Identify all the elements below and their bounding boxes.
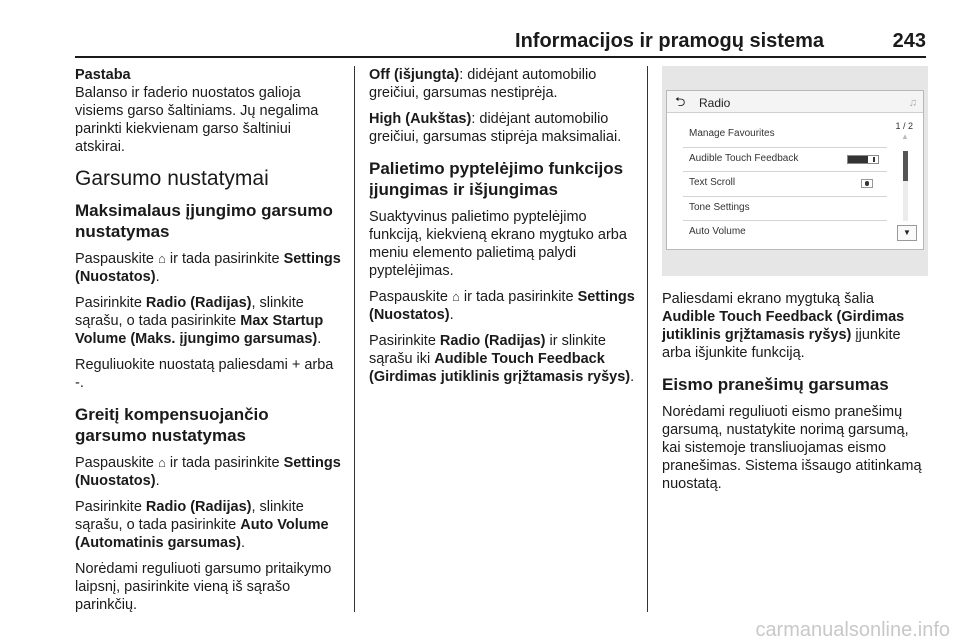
list-item-label: Auto Volume (689, 226, 746, 238)
text: ir tada pasirinkite (169, 251, 280, 267)
menu-ref: Settings (Nuostatos) (75, 251, 341, 285)
paragraph (662, 290, 928, 362)
text: : didėjant automobilio greičiui, garsumas nestiprėja. (369, 67, 597, 101)
text: : didėjant automobilio greičiui, garsumas stiprėja maksimaliai. (369, 111, 622, 145)
settings-list (683, 123, 887, 246)
text: . (630, 369, 635, 385)
screen-title: Radio (699, 96, 731, 110)
paragraph: Suaktyvinus palietimo pyptelėjimo funkciją, kiekvieną ekrano mygtuko arba meniu elemento palietimą palydi pyptelėjimas. (369, 209, 627, 279)
page-title: Informacijos ir pramogų sistema (515, 30, 824, 52)
page-number: 243 (892, 30, 926, 52)
list-item-label: Text Scroll (689, 177, 736, 189)
toggle-switch[interactable] (861, 179, 873, 188)
list-item[interactable] (683, 148, 887, 173)
page-indicator: 1 / 2 (895, 121, 913, 131)
list-item-label: Manage Favourites (689, 128, 775, 139)
option-name: Off (išjungta) (369, 67, 460, 83)
text: , slinkite sąrašu, o tada pasirinkite (75, 295, 304, 329)
text: . (317, 331, 322, 347)
paragraph: Norėdami reguliuoti eismo pranešimų garsumą, nustatykite norimą garsumą, kai sistemoje transliuojamas eismo pranešimas. Sistema išsaugo atitinkamą nuostatą. (662, 404, 922, 492)
menu-ref: Auto Volume (Automatinis garsumas) (75, 517, 329, 551)
screen-illustration (662, 66, 928, 276)
text: . (240, 535, 246, 551)
home-icon: ⌂ (158, 455, 166, 470)
list-item[interactable] (683, 197, 887, 222)
text: Paspauskite (369, 289, 448, 305)
subsection-heading: Palietimo pyptelėjimo funkcijos įjungimas ir išjungimas (369, 159, 624, 199)
text: . (449, 307, 454, 323)
page-header (75, 30, 926, 54)
list-item[interactable] (683, 221, 887, 246)
menu-ref: Radio (Radijas) (439, 333, 546, 349)
text: , slinkite sąrašu, o tada pasirinkite (75, 499, 304, 533)
menu-ref: Settings (Nuostatos) (75, 455, 341, 489)
paragraph: Reguliuokite nuostatą paliesdami + arba -. (75, 357, 334, 391)
paragraph (75, 498, 341, 552)
note-text: Balanso ir faderio nuostatos galioja visiems garso šaltiniams. Jų negalima parinkti kiekvienam garso šaltiniui atskirai. (75, 85, 319, 155)
subsection-heading: Greitį kompensuojančio garsumo nustatymas (75, 405, 269, 445)
option-name: High (Aukštas) (369, 111, 472, 127)
text: įjunkite arba išjunkite funkciją. (662, 327, 901, 361)
menu-ref: Max Startup Volume (Maks. įjungimo garsumas) (75, 313, 324, 347)
paragraph (369, 288, 635, 324)
text: Pasirinkite (75, 295, 142, 311)
text: Pasirinkite (369, 333, 436, 349)
text: ir tada pasirinkite (169, 455, 280, 471)
subsection-heading: Maksimalaus įjungimo garsumo nustatymas (75, 201, 333, 241)
column-2 (369, 66, 635, 394)
toggle-dot (865, 181, 869, 186)
menu-ref: Audible Touch Feedback (Girdimas jutiklinis grįžtamasis ryšys) (369, 351, 631, 385)
text: ir slinkite sąrašu iki (369, 333, 606, 367)
toggle-mark (873, 157, 875, 162)
paragraph (75, 454, 341, 490)
paragraph (75, 250, 341, 286)
text: ir tada pasirinkite (463, 289, 574, 305)
subsection-heading: Eismo pranešimų garsumas (662, 375, 889, 394)
section-heading: Garsumo nustatymai (75, 167, 269, 190)
column-divider (354, 66, 355, 612)
back-arrow-icon[interactable]: ⮌ (675, 94, 686, 109)
text: . (155, 473, 160, 489)
list-item-label: Audible Touch Feedback (689, 152, 799, 164)
note-title: Pastaba (75, 67, 131, 83)
home-icon: ⌂ (158, 251, 166, 266)
paragraph (75, 294, 341, 348)
radio-settings-screen (666, 90, 924, 250)
list-item[interactable] (683, 123, 887, 148)
text: Paspauskite (75, 455, 154, 471)
music-note-icon: ♫ (908, 97, 917, 109)
home-icon: ⌂ (452, 289, 460, 304)
toggle-switch[interactable] (847, 155, 879, 164)
note (75, 66, 341, 156)
header-rule (75, 56, 926, 58)
column-divider (647, 66, 648, 612)
scroll-up-button[interactable]: ▲ (901, 132, 909, 141)
list-item[interactable] (683, 172, 887, 197)
list-item-label: Tone Settings (689, 201, 750, 213)
paragraph (369, 332, 635, 386)
menu-ref: Radio (Radijas) (145, 499, 252, 515)
text: . (155, 269, 160, 285)
menu-ref: Audible Touch Feedback (Girdimas jutiklinis grįžtamasis ryšys) (662, 309, 905, 343)
scrollbar-thumb[interactable] (903, 151, 908, 181)
watermark: carmanualsonline.info (755, 619, 950, 641)
text: Paspauskite (75, 251, 154, 267)
menu-ref: Settings (Nuostatos) (369, 289, 635, 323)
paragraph: Norėdami reguliuoti garsumo pritaikymo laipsnį, pasirinkite vieną iš sąrašo parinkčių. (75, 561, 332, 613)
screen-title-bar (667, 91, 923, 113)
text: Paliesdami ekrano mygtuką šalia (662, 291, 874, 307)
paragraph (369, 110, 635, 146)
text: Pasirinkite (75, 499, 142, 515)
scroll-down-button[interactable]: ▼ (897, 225, 917, 241)
paragraph (369, 66, 635, 102)
column-1 (75, 66, 341, 622)
toggle-fill (848, 156, 868, 163)
column-3 (662, 66, 928, 501)
menu-ref: Radio (Radijas) (145, 295, 252, 311)
